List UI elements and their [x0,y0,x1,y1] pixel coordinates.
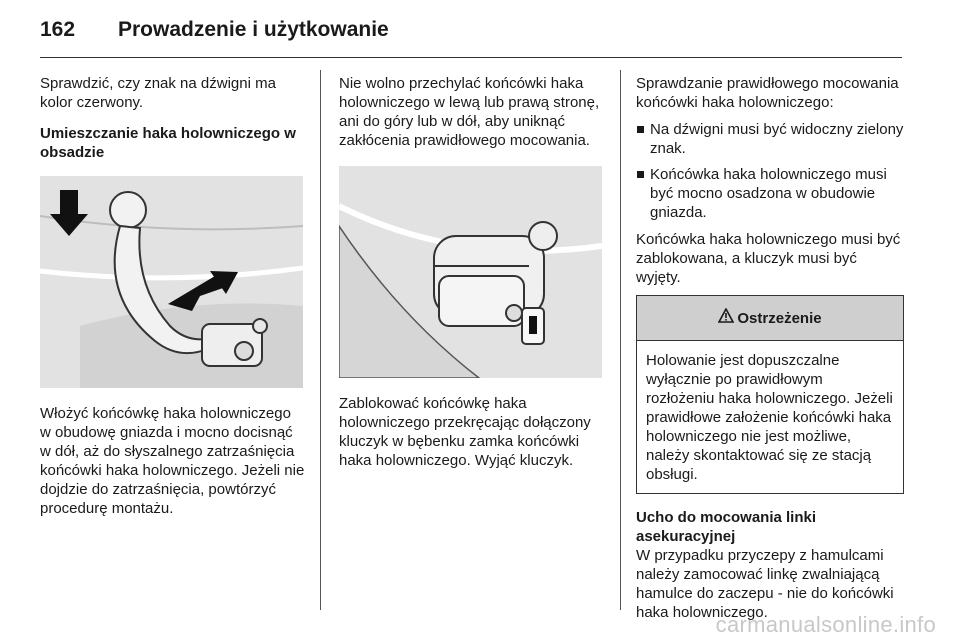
warning-box [636,295,904,494]
paragraph: Zablokować końcówkę haka holowniczego przekręcając dołączony kluczyk w bębenku zamka końcówki haka holowniczego. Wyjąć kluczyk. [339,395,591,469]
column-1 [40,74,305,530]
paragraph: W przypadku przyczepy z hamulcami należy zamocować linkę zwalniającą hamulce do zaczepu - nie do końcówki haka holowniczego. [636,547,894,621]
paragraph: Nie wolno przechylać końcówki haka holowniczego w lewą lub prawą stronę, ani do góry lub w dół, aby uniknąć zakłócenia prawidłowego mocowania. [339,75,600,149]
watermark: carmanualsonline.info [715,612,936,637]
paragraph: Końcówka haka holowniczego musi być zablokowana, a kluczyk musi być wyjęty. [636,231,901,286]
page-header [40,14,920,54]
tow-hook-lock-illustration [339,166,602,378]
section-heading: Ucho do mocowania linki asekuracyjnej [636,509,817,545]
section-heading: Umieszczanie haka holowniczego w obsadzie [40,125,296,161]
header-rule [40,57,902,58]
column-divider [320,70,321,610]
tow-hook-insert-illustration [40,176,303,388]
warning-title: Ostrzeżenie [737,309,822,327]
paragraph: Włożyć końcówkę haka holowniczego w obudowę gniazda i mocno docisnąć w dół, aż do słyszalnego zatrzaśnięcia końcówki haka holowniczego. Jeżeli nie dojdzie do zatrzaśnięcia, powtórzyć procedurę montażu. [40,405,305,517]
warning-text: Holowanie jest dopuszczalne wyłącznie po prawidłowym rozłożeniu haka holowniczego. Jeżeli prawidłowe założenie końcówki haka holowniczego nie jest możliwe, należy skontaktować się ze stacją obsługi. [646,352,893,483]
list-item: Na dźwigni musi być widoczny zielony znak. [636,120,904,158]
paragraph: Sprawdzanie prawidłowego mocowania końcówki haka holowniczego: [636,75,899,111]
chapter-title: Prowadzenie i użytkowanie [118,18,389,41]
column-2 [339,74,607,482]
column-3 [636,74,904,634]
list-item: Końcówka haka holowniczego musi być mocno osadzona w obudowie gniazda. [636,165,904,222]
paragraph: Sprawdzić, czy znak na dźwigni ma kolor czerwony. [40,75,276,111]
warning-triangle-icon [718,308,734,328]
page-number: 162 [40,18,76,41]
check-list [636,120,904,222]
column-divider [620,70,621,610]
key-icon [522,308,544,344]
warning-header [637,296,903,341]
